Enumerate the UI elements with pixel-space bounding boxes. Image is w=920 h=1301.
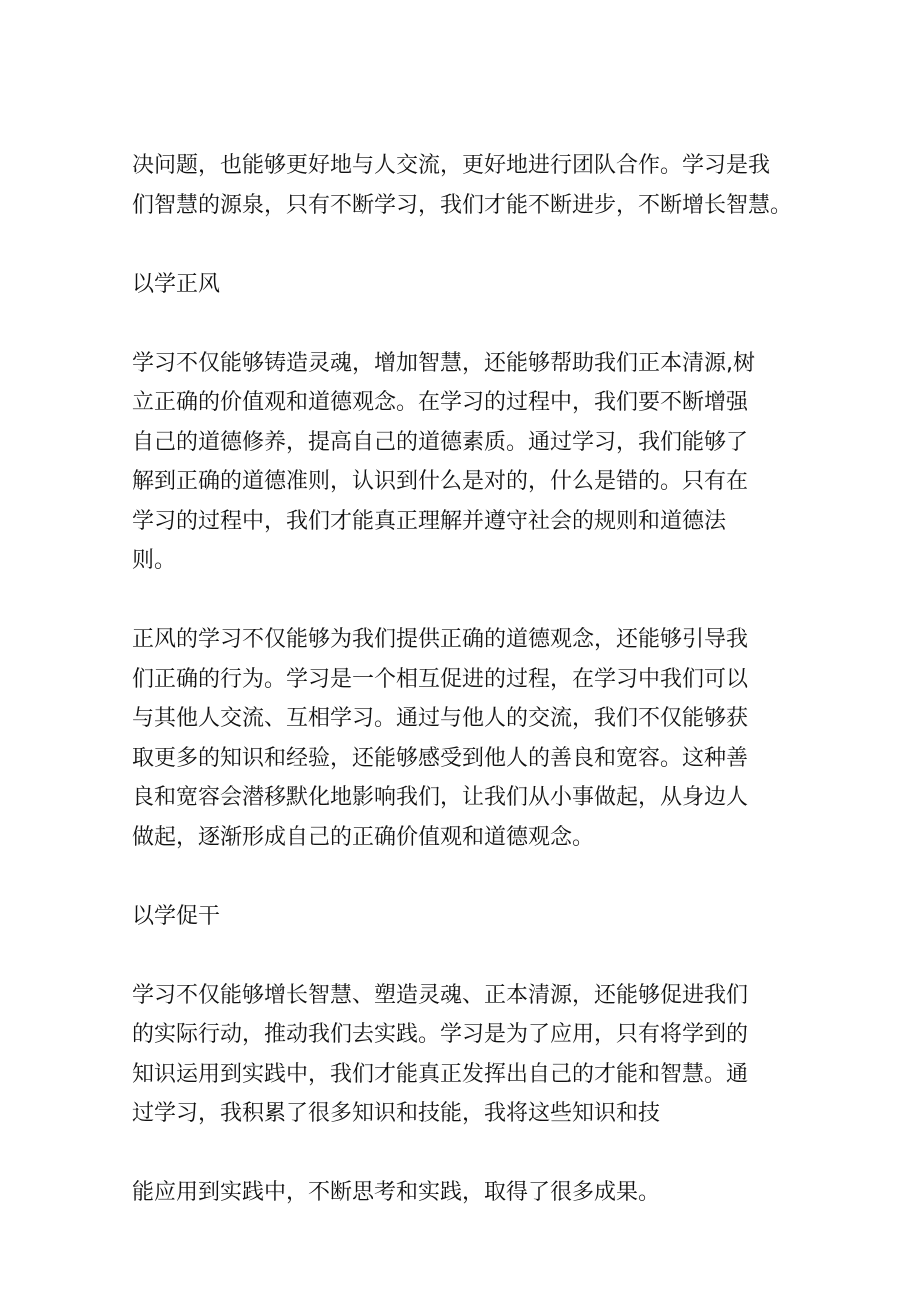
text-line: 学习不仅能够铸造灵魂，增加智慧，还能够帮助我们正本清源,树 [132,350,755,376]
heading-text: 以学正风 [132,271,221,297]
text-line: 良和宽容会潜移默化地影响我们，让我们从小事做起，从身边人 [132,785,749,810]
paragraph-gap [132,857,792,897]
text-line: 解到正确的道德准则，认识到什么是对的，什么是错的。只有在 [132,469,749,494]
text-line: 学习不仅能够增长智慧、塑造灵魂、正本清源，还能够促进我们 [132,982,749,1008]
paragraph-gap [132,304,792,344]
text-line: 们智慧的源泉，只有不断学习，我们才能不断进步，不断增长智慧。 [132,192,793,218]
section-heading-2 [132,897,792,937]
text-line: 立正确的价值观和道德观念。在学习的过程中，我们要不断增强 [132,390,749,415]
paragraph-gap [132,1134,792,1174]
paragraph-4 [132,976,792,1134]
text-line: 做起，逐渐形成自己的正确价值观和道德观念。 [132,824,595,850]
document-body [132,146,792,1213]
paragraph-5 [132,1173,792,1213]
paragraph-gap [132,936,792,976]
paragraph-3 [132,620,792,857]
text-line: 决问题，也能够更好地与人交流，更好地进行团队合作。学习是我 [132,153,771,178]
text-line: 们正确的行为。学习是一个相互促进的过程，在学习中我们可以 [132,666,749,692]
text-line: 则。 [132,548,177,573]
paragraph-1 [132,146,792,225]
text-line: 的实际行动，推动我们去实践。学习是为了应用，只有将学到的 [132,1022,749,1047]
section-heading-1 [132,265,792,305]
text-line: 过学习，我积累了很多知识和技能，我将这些知识和技 [132,1101,661,1126]
text-line: 取更多的知识和经验，还能够感受到他人的善良和宽容。这种善 [132,745,749,771]
paragraph-2 [132,344,792,581]
text-line: 学习的过程中，我们才能真正理解并遵守社会的规则和道德法 [132,508,727,534]
paragraph-gap [132,225,792,265]
text-line: 能应用到实践中，不断思考和实践，取得了很多成果。 [132,1180,661,1205]
text-line: 与其他人交流、互相学习。通过与他人的交流，我们不仅能够获 [132,706,749,731]
text-line: 正风的学习不仅能够为我们提供正确的道德观念，还能够引导我 [132,627,749,652]
text-line: 自己的道德修养，提高自己的道德素质。通过学习，我们能够了 [132,429,749,455]
text-line: 知识运用到实践中，我们才能真正发挥出自己的才能和智慧。通 [132,1061,749,1087]
heading-text: 以学促干 [132,903,221,929]
paragraph-gap [132,581,792,621]
